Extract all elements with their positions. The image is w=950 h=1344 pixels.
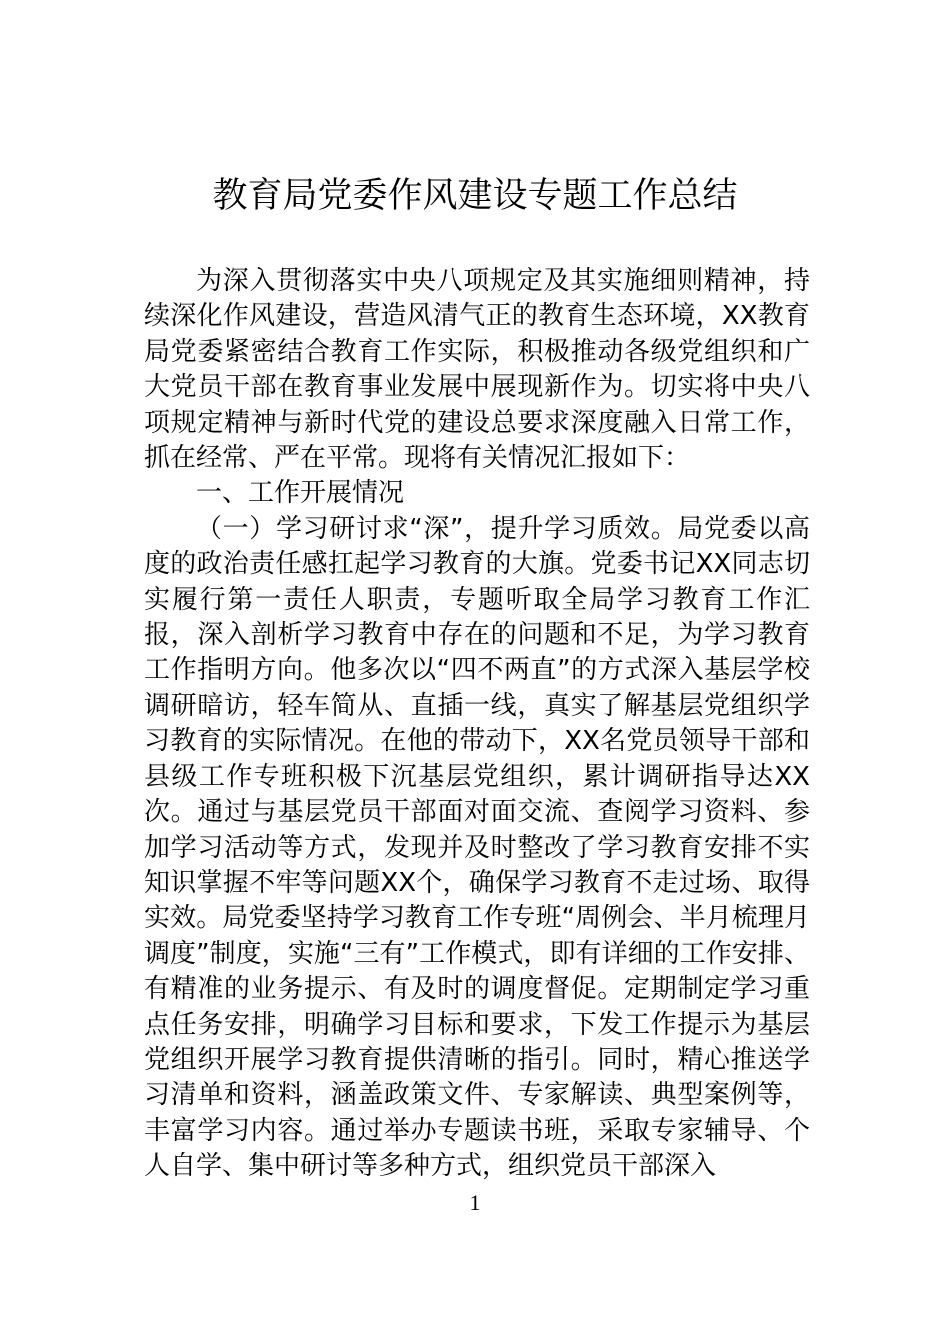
intro-paragraph: 为深入贯彻落实中央八项规定及其实施细则精神，持续深化作风建设，营造风清气正的教育生态环境，XX教育局党委紧密结合教育工作实际，积极推动各级党组织和广大党员干部在教育事业发展中展现新作为。切实将中央八项规定精神与新时代党的建设总要求深度融入日常工作，抓在经常、严在平常。现将有关情况汇报如下： — [144, 266, 810, 474]
section-heading: 一、工作开展情况 — [196, 478, 405, 509]
subsection-paragraph: （一）学习研讨求“深”，提升学习质效。局党委以高度的政治责任感扛起学习教育的大旗。党委书记XX同志切实履行第一责任人职责，专题听取全局学习教育工作汇报，深入剖析学习教育中存在的问题和不足，为学习教育工作指明方向。他多次以“四不两直”的方式深入基层学校调研暗访，轻车简从、直插一线，真实了解基层党组织学习教育的实际情况。在他的带动下，XX名党员领导干部和县级工作专班积极下沉基层党组织，累计调研指导达XX次。通过与基层党员干部面对面交流、查阅学习资料、参加学习活动等方式，发现并及时整改了学习教育安排不实知识掌握不牢等问题XX个，确保学习教育不走过场、取得实效。局党委坚持学习教育工作专班“周例会、半月梳理月调度”制度，实施“三有”工作模式，即有详细的工作安排、有精准的业务提示、有及时的调度督促。定期制定学习重点任务安排，明确学习目标和要求，下发工作提示为基层党组织开展学习教育提供清晰的指引。同时，精心推送学习清单和资料，涵盖政策文件、专家解读、典型案例等，丰富学习内容。通过举办专题读书班，采取专家辅导、个人自学、集中研讨等多种方式，组织党员干部深入 — [144, 513, 810, 1182]
document-body — [144, 264, 810, 1185]
page-number: 1 — [469, 1190, 481, 1215]
document-title: 教育局党委作风建设专题工作总结 — [212, 176, 738, 216]
